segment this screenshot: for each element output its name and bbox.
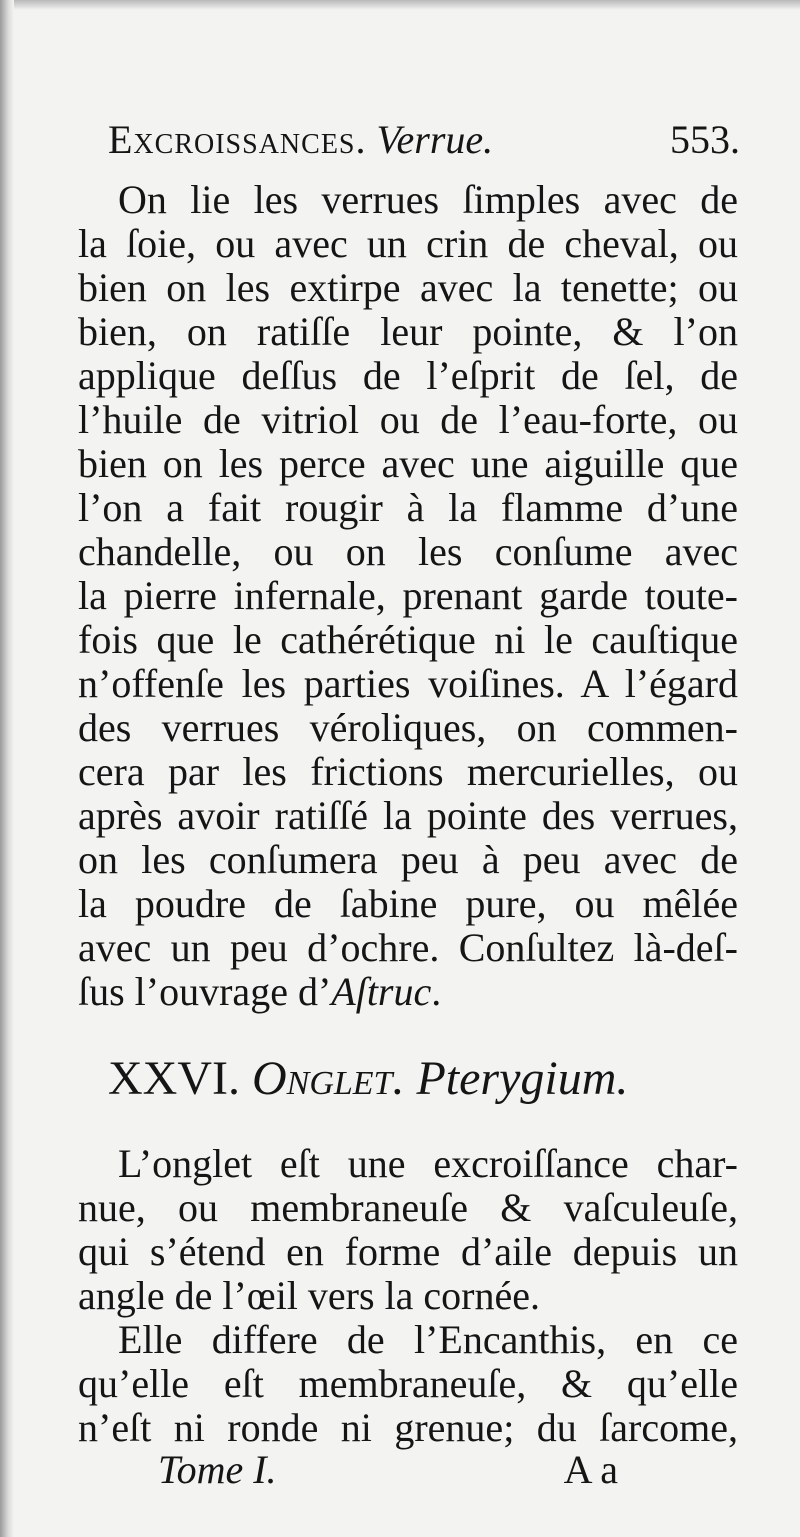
section-latin-title: Pterygium.	[416, 1052, 629, 1105]
author-name: Aſtruc	[331, 969, 432, 1014]
text-line: bien on les extirpe avec la tenette; ou	[78, 265, 738, 310]
text-line: nue, ou membraneuſe & vaſculeuſe,	[78, 1185, 738, 1230]
page-left-edge	[0, 0, 14, 1537]
text-fragment: .	[431, 969, 442, 1014]
text-line: bien, on ratiſſe leur pointe, & l’on	[78, 309, 738, 354]
text-line: la pierre infernale, prenant garde toute-	[78, 573, 738, 618]
text-line: chandelle, ou on les conſume avec	[78, 529, 738, 574]
text-line: cera par les frictions mercurielles, ou	[78, 749, 738, 794]
text-line: avec un peu d’ochre. Conſultez là-deſ-	[78, 925, 738, 970]
paragraph-verrue	[78, 178, 738, 1014]
text-line: l’on a fait rougir à la flamme d’une	[78, 485, 738, 530]
text-line: bien on les perce avec une aiguille que	[78, 441, 738, 486]
section-number: XXVI.	[108, 1052, 240, 1105]
text-line: n’offenſe les parties voiſines. A l’égard	[78, 661, 738, 706]
text-line: on les conſumera peu à peu avec de	[78, 837, 738, 882]
signature-mark: A a	[563, 1447, 618, 1492]
text-line: après avoir ratiſſé la pointe des verrues,	[78, 793, 738, 838]
text-line: fois que le cathérétique ni le cauſtique	[78, 617, 738, 662]
section-heading	[108, 1048, 748, 1110]
text-line: qui s’étend en forme d’aile depuis un	[78, 1229, 738, 1274]
text-line: la poudre de ſabine pure, ou mêlée	[78, 881, 738, 926]
page-top-edge	[0, 0, 800, 10]
tome-label: Tome I.	[158, 1447, 277, 1492]
text-line: On lie les verrues ſimples avec de	[118, 177, 738, 222]
paragraph-onglet	[78, 1142, 738, 1450]
text-line-final	[78, 970, 738, 1014]
text-line: Elle differe de l’Encanthis, en ce	[118, 1317, 738, 1362]
page-number: 553.	[670, 117, 740, 162]
text-line: des verrues véroliques, on commen-	[78, 705, 738, 750]
text-line: la ſoie, ou avec un crin de cheval, ou	[78, 221, 738, 266]
header-subtitle: Verrue.	[376, 117, 494, 162]
text-line: n’eſt ni ronde ni grenue; du ſarcome,	[78, 1405, 738, 1450]
text-line: l’huile de vitriol ou de l’eau-forte, ou	[78, 397, 738, 442]
section-title: Onglet.	[251, 1052, 405, 1105]
text-line: L’onglet eſt une excroiſſance char-	[118, 1141, 738, 1186]
text-line: angle de l’œil vers la cornée.	[78, 1273, 541, 1318]
text-fragment: ſus l’ouvrage d’	[78, 969, 332, 1014]
page-footer	[158, 1446, 618, 1494]
running-header	[108, 110, 748, 170]
header-title: Excroissances.	[108, 117, 367, 162]
text-line: qu’elle eſt membraneuſe, & qu’elle	[78, 1361, 738, 1406]
text-line: applique deſſus de l’eſprit de ſel, de	[78, 353, 738, 398]
